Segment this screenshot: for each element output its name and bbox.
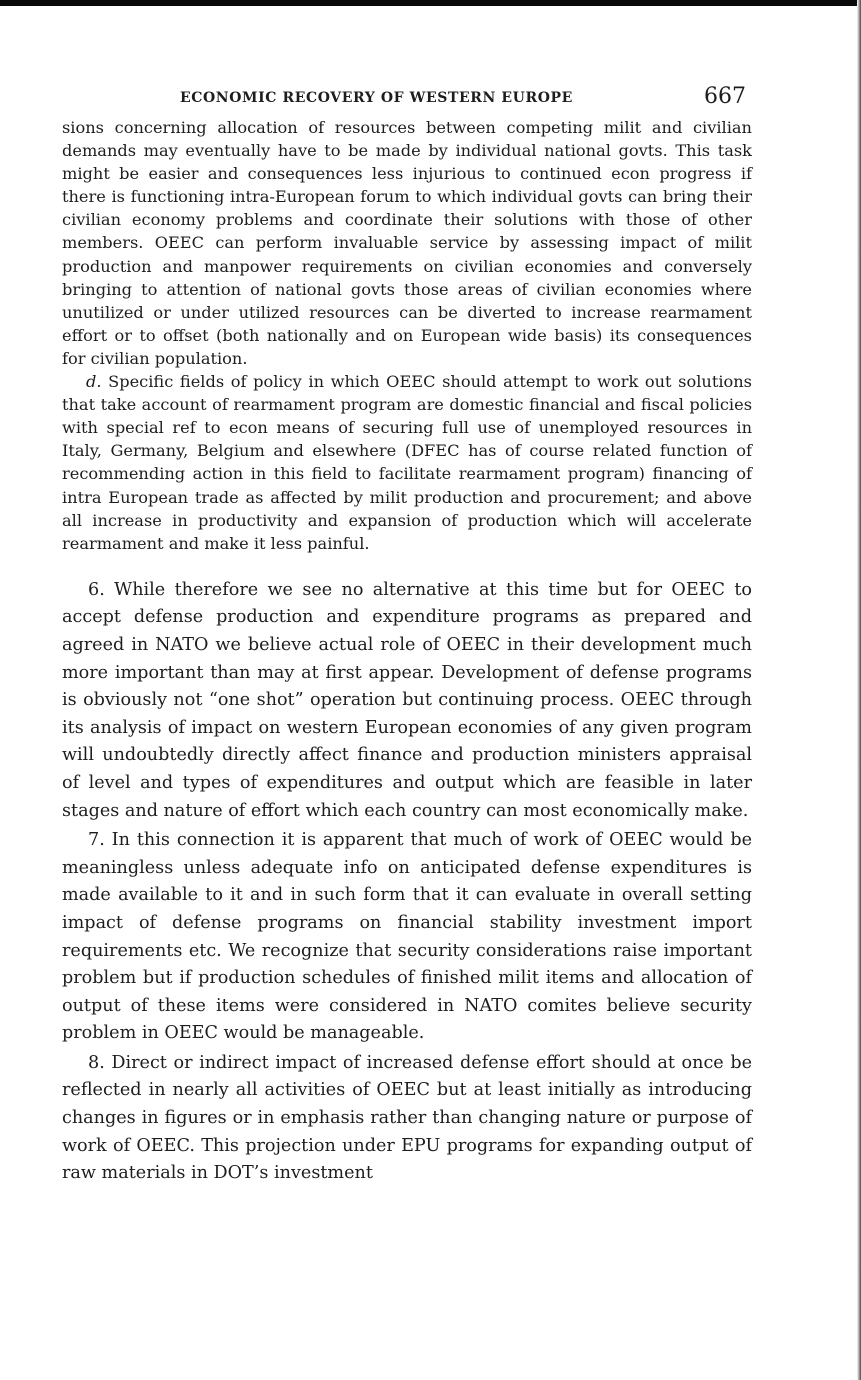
paragraph-6: 6. While therefore we see no alternative at this time but for OEEC to accept defense production and expenditure programs as prepared and agreed in NATO we believe actual role of OEEC in their development much more important than may at first appear. Development of defense programs is obviously not “one shot” operation but continuing process. OEEC through its analysis of impact on western European economies of any given program will undoubtedly directly affect finance and production ministers appraisal of level and types of expenditures and output which are feasible in later stages and nature of effort which each country can most economically make. xyxy=(62,579,752,821)
main-text-block xyxy=(62,577,752,1188)
page-header xyxy=(62,84,752,116)
document-page xyxy=(62,84,752,1188)
paragraph-d-label: d. xyxy=(86,372,102,392)
page-number: 667 xyxy=(704,84,746,109)
page-right-edge xyxy=(857,0,861,1380)
paragraph-8: 8. Direct or indirect impact of increased defense effort should at once be reflected in nearly all activities of OEEC but at least initially as introducing changes in figures or in emphasis rather than changing nature or purpose of work of OEEC. This projection under EPU programs for expanding output of raw materials in DOT’s investment xyxy=(62,1052,752,1184)
quoted-telegram-block xyxy=(62,116,752,555)
paragraph-7: 7. In this connection it is apparent that much of work of OEEC would be meaningless unless adequate info on anticipated defense expenditures is made available to it and in such form that it can evaluate in overall setting impact of defense programs on financial stability investment import requirements etc. We recognize that security considerations raise important problem but if production schedules of finished milit items and allocation of output of these items were considered in NATO comites believe security problem in OEEC would be manageable. xyxy=(62,830,752,1044)
page-top-border xyxy=(0,0,861,6)
paragraph-d-text: Specific fields of policy in which OEEC should attempt to work out solutions that take account of rearmament program are domestic financial and fiscal policies with special ref to econ means of securing full use of unemployed resources in Italy, Germany, Belgium and elsewhere (DFEC has of course related function of recommending action in this field to facilitate rearmament program) financing of intra European trade as affected by milit production and procurement; and above all increase in productivity and expansion of production which will accelerate rearmament and make it less painful. xyxy=(62,372,752,553)
paragraph-continuation: sions concerning allocation of resources between competing milit and civilian demands may eventually have to be made by individual national govts. This task might be easier and consequences less injurious to continued econ progress if there is functioning intra-European forum to which individual govts can bring their civilian economy problems and coordinate their solutions with those of other members. OEEC can perform invaluable service by assessing impact of milit production and manpower requirements on civilian economies and conversely bringing to attention of national govts those areas of civilian economies where unutilized or under utilized resources can be diverted to increase rearmament effort or to offset (both nationally and on European wide basis) its consequences for civilian population. xyxy=(62,118,752,368)
running-head: ECONOMIC RECOVERY OF WESTERN EUROPE xyxy=(180,90,573,106)
paragraph-d xyxy=(62,370,752,555)
